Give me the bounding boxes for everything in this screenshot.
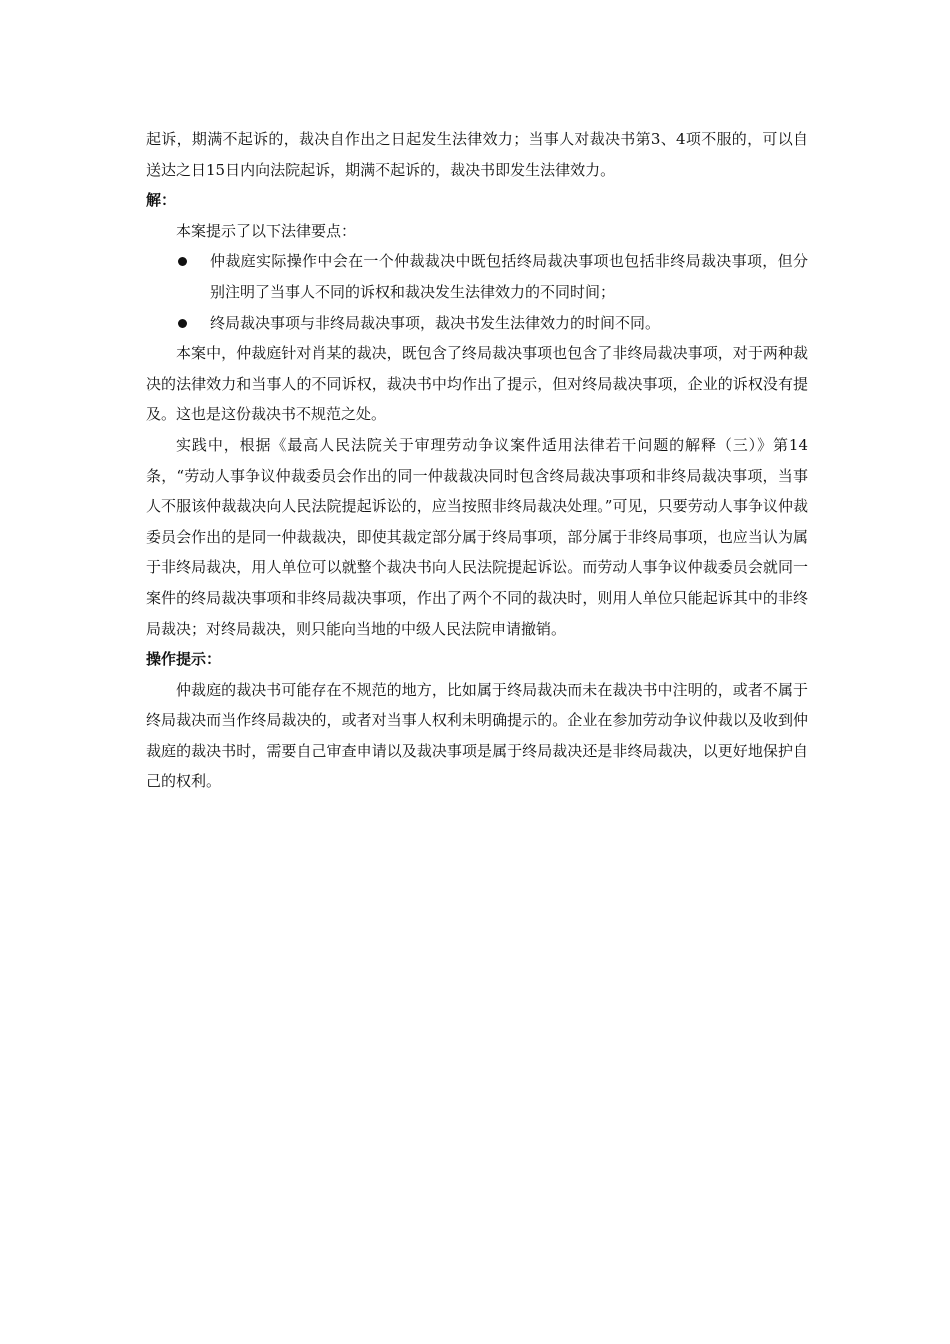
bullet-dot-icon (178, 257, 187, 266)
points-lead: 本案提示了以下法律要点： (176, 221, 357, 240)
tips-paragraph: 仲裁庭的裁决书可能存在不规范的地方，比如属于终局裁决而未在裁决书中注明的，或者不属于终局裁决而当作终局裁决的，或者对当事人权利未明确提示的。企业在参加劳动争议仲裁以及收到仲裁庭的裁决书时，需要自己审查申请以及裁决事项是属于终局裁决还是非终局裁决，以更好地保护自己的权利。 (146, 680, 808, 791)
document-body (146, 124, 808, 797)
bullet-item (146, 246, 808, 307)
bullet-text: 仲裁庭实际操作中会在一个仲裁裁决中既包括终局裁决事项也包括非终局裁决事项，但分别注明了当事人不同的诉权和裁决发生法律效力的不同时间； (210, 252, 808, 301)
practice-paragraph: 实践中，根据《最高人民法院关于审理劳动争议案件适用法律若干问题的解释（三）》第14条，“劳动人事争议仲裁委员会作出的同一仲裁裁决同时包含终局裁决事项和非终局裁决事项，当事人不服该仲裁裁决向人民法院提起诉讼的，应当按照非终局裁决处理。”可见，只要劳动人事争议仲裁委员会作出的是同一仲裁裁决，即使其裁定部分属于终局事项，部分属于非终局事项，也应当认为属于非终局裁决，用人单位可以就整个裁决书向人民法院提起诉讼。而劳动人事争议仲裁委员会就同一案件的终局裁决事项和非终局裁决事项，作出了两个不同的裁决时，则用人单位只能起诉其中的非终局裁决；对终局裁决，则只能向当地的中级人民法院申请撤销。 (146, 435, 808, 638)
solution-heading: 解： (146, 191, 177, 210)
intro-paragraph: 起诉，期满不起诉的，裁决自作出之日起发生法律效力；当事人对裁决书第3、4项不服的，可以自送达之日15日内向法院起诉，期满不起诉的，裁决书即发生法律效力。 (146, 130, 808, 179)
tips-heading: 操作提示： (146, 650, 222, 669)
bullet-item (146, 308, 808, 339)
bullet-text: 终局裁决事项与非终局裁决事项，裁决书发生法律效力的时间不同。 (210, 313, 661, 332)
case-paragraph: 本案中，仲裁庭针对肖某的裁决，既包含了终局裁决事项也包含了非终局裁决事项，对于两种裁决的法律效力和当事人的不同诉权，裁决书中均作出了提示，但对终局裁决事项，企业的诉权没有提及。这也是这份裁决书不规范之处。 (146, 344, 808, 424)
bullet-dot-icon (178, 319, 187, 328)
